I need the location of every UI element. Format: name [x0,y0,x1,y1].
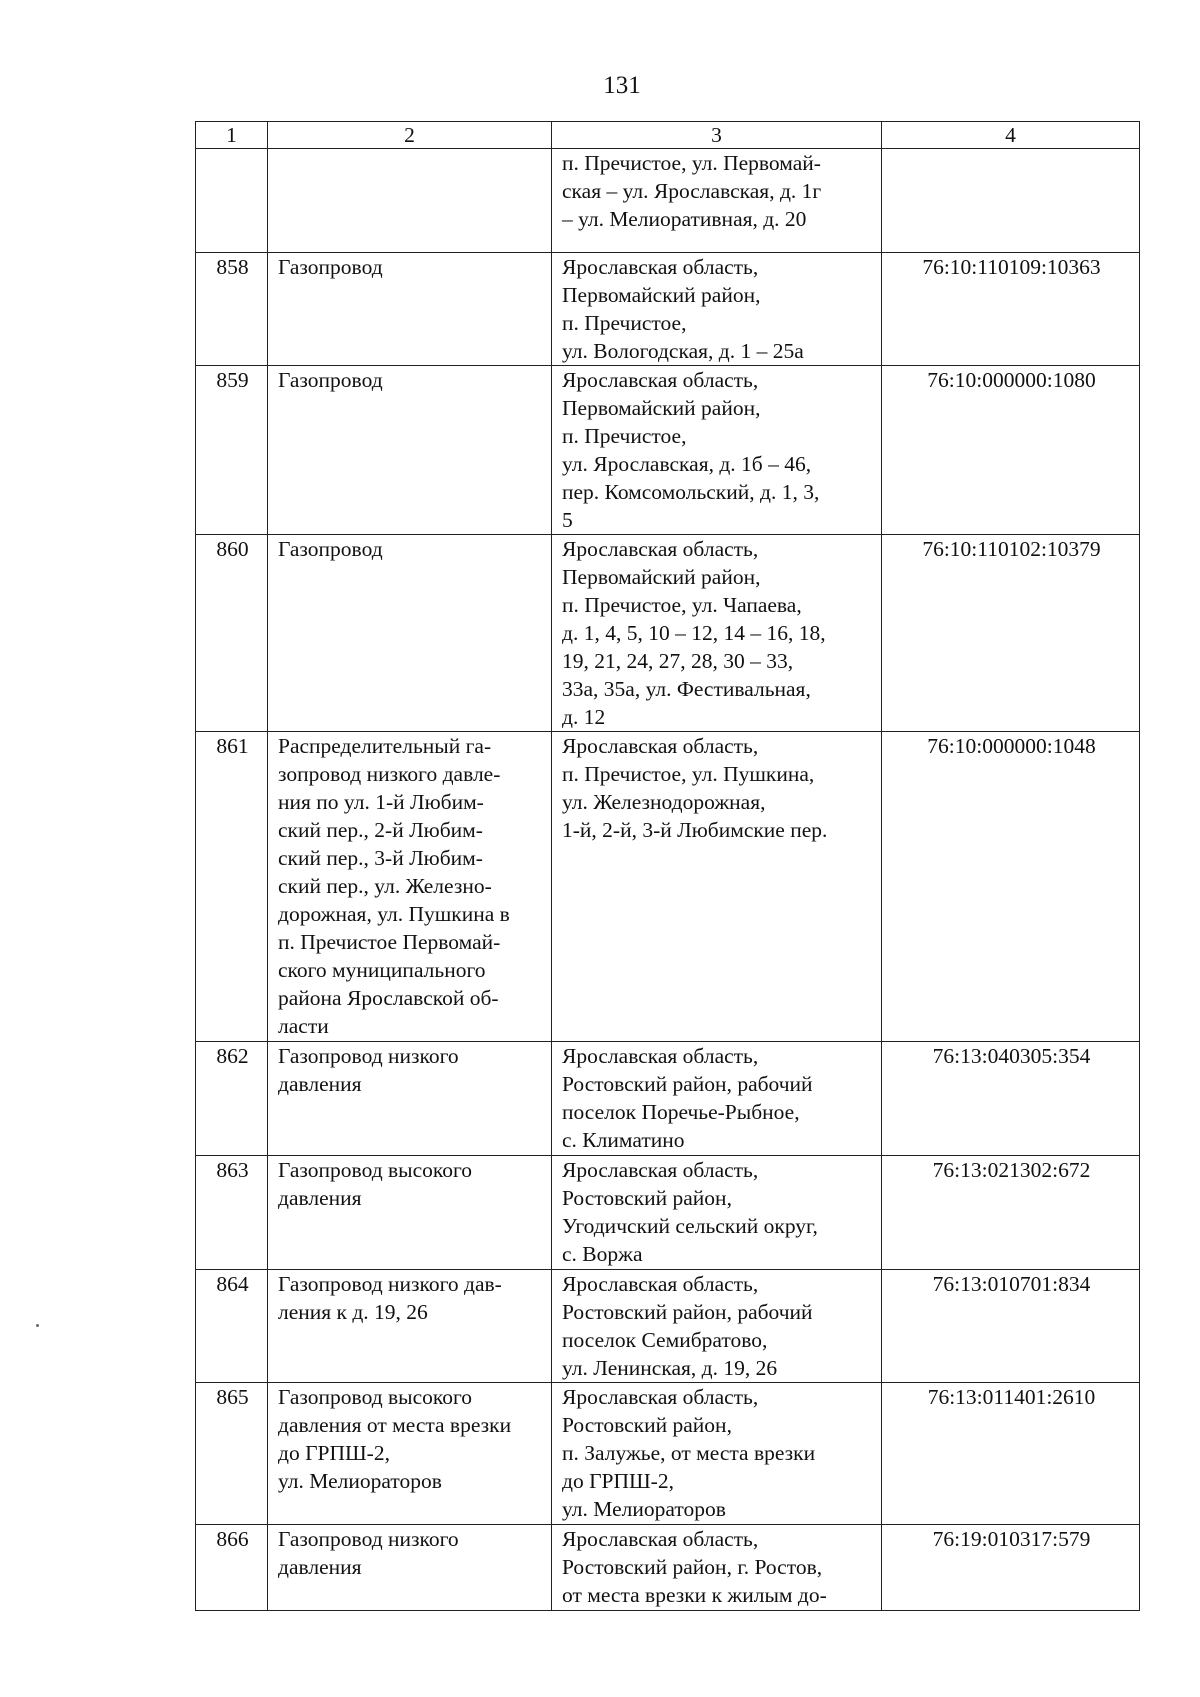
cadastral-number: 76:13:010701:834 [882,1270,1140,1383]
cadastral-number: 76:13:011401:2610 [882,1383,1140,1525]
row-number: 865 [196,1383,268,1525]
object-address: Ярославская область, Ростовский район, п. Залужье, от места врезки до ГРПШ-2, ул. Мелиораторов [552,1383,882,1525]
cadastral-number [882,149,1140,253]
object-name: Газопровод [268,535,552,732]
object-name: Газопровод низкого дав- ления к д. 19, 26 [268,1270,552,1383]
object-address: Ярославская область, Ростовский район, г. Ростов, от места врезки к жилым до- [552,1525,882,1611]
table-row [196,253,1140,366]
cadastral-number: 76:10:110109:10363 [882,253,1140,366]
column-header-2: 2 [268,122,552,149]
object-name: Газопровод высокого давления [268,1156,552,1270]
table-row [196,1383,1140,1525]
table-row [196,366,1140,535]
object-name: Газопровод [268,366,552,535]
object-address: Ярославская область, Первомайский район, п. Пречистое, ул. Вологодская, д. 1 – 25а [552,253,882,366]
row-number: 862 [196,1042,268,1156]
object-address: Ярославская область, Ростовский район, рабочий поселок Поречье-Рыбное, с. Климатино [552,1042,882,1156]
object-address: Ярославская область, Первомайский район, п. Пречистое, ул. Чапаева, д. 1, 4, 5, 10 – 12, 14 – 16, 18, 19, 21, 24, 27, 28, 30 – 33, 33а, 35а, ул. Фестивальная, д. 12 [552,535,882,732]
row-number: 859 [196,366,268,535]
object-address: п. Пречистое, ул. Первомай- ская – ул. Ярославская, д. 1г – ул. Мелиоративная, д. 20 [552,149,882,253]
column-header-3: 3 [552,122,882,149]
registry-table [195,121,1140,1611]
row-number: 864 [196,1270,268,1383]
row-number: 863 [196,1156,268,1270]
column-header-4: 4 [882,122,1140,149]
row-number [196,149,268,253]
table-row [196,149,1140,253]
cadastral-number: 76:13:021302:672 [882,1156,1140,1270]
object-name: Распределительный га- зопровод низкого давле- ния по ул. 1-й Любим- ский пер., 2-й Любим- ский пер., 3-й Любим- ский пер., ул. Железно- дорожная, ул. Пушкина в п. Пречистое Первомай- ского муниципального района Ярославской об- ласти [268,732,552,1042]
cadastral-number: 76:19:010317:579 [882,1525,1140,1611]
row-number: 858 [196,253,268,366]
object-name: Газопровод высокого давления от места врезки до ГРПШ-2, ул. Мелиораторов [268,1383,552,1525]
cadastral-number: 76:10:000000:1048 [882,732,1140,1042]
scan-speck [36,1324,39,1327]
column-number-row [196,122,1140,149]
cadastral-number: 76:10:000000:1080 [882,366,1140,535]
object-name: Газопровод [268,253,552,366]
row-number: 861 [196,732,268,1042]
object-name [268,149,552,253]
table-row [196,1525,1140,1611]
page-number: 131 [603,72,641,99]
row-number: 866 [196,1525,268,1611]
object-name: Газопровод низкого давления [268,1042,552,1156]
table-row [196,1156,1140,1270]
column-header-1: 1 [196,122,268,149]
cadastral-number: 76:10:110102:10379 [882,535,1140,732]
object-address: Ярославская область, Первомайский район, п. Пречистое, ул. Ярославская, д. 1б – 46, пер. Комсомольский, д. 1, 3, 5 [552,366,882,535]
table-row [196,1270,1140,1383]
row-number: 860 [196,535,268,732]
object-address: Ярославская область, п. Пречистое, ул. Пушкина, ул. Железнодорожная, 1-й, 2-й, 3-й Любимские пер. [552,732,882,1042]
cadastral-number: 76:13:040305:354 [882,1042,1140,1156]
object-address: Ярославская область, Ростовский район, Угодичский сельский округ, с. Воржа [552,1156,882,1270]
object-address: Ярославская область, Ростовский район, рабочий поселок Семибратово, ул. Ленинская, д. 19, 26 [552,1270,882,1383]
table-row [196,535,1140,732]
table-row [196,732,1140,1042]
table-row [196,1042,1140,1156]
object-name: Газопровод низкого давления [268,1525,552,1611]
